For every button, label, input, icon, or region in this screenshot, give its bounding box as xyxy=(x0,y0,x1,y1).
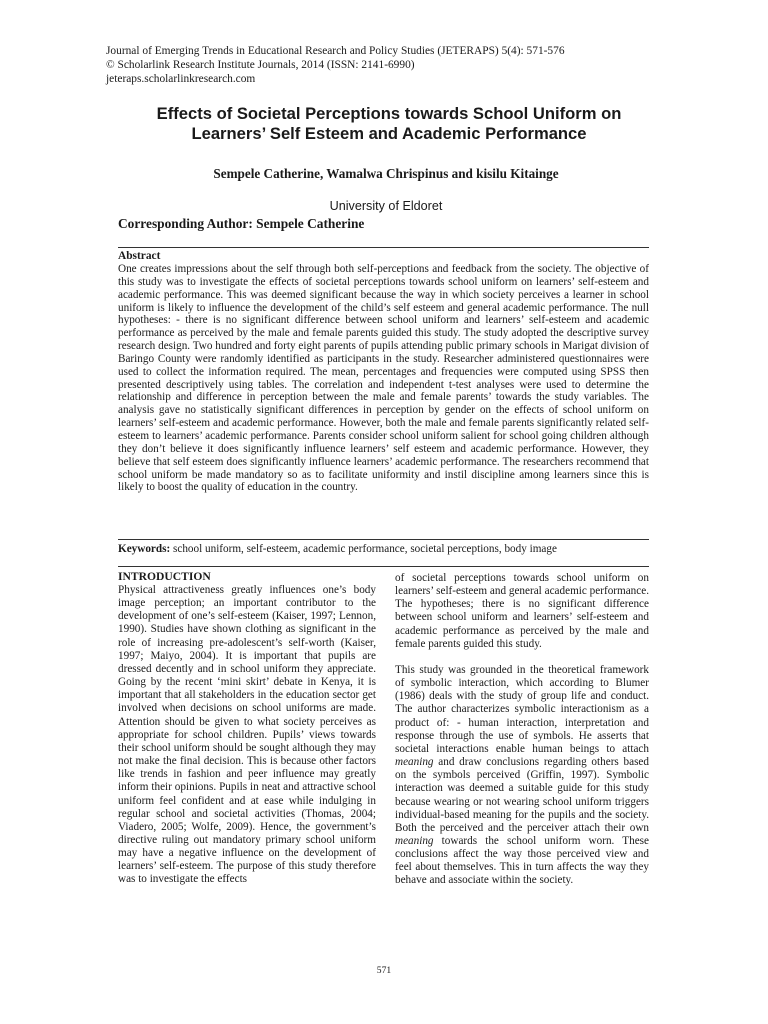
introduction-right-para-2 xyxy=(395,664,649,888)
abstract-heading: Abstract xyxy=(118,250,161,262)
para2-segment: This study was grounded in the theoretical framework of symbolic interaction, which according to Blumer (1986) deals with the study of group life and conduct. The author characterizes symbolic interactionism as a product of: - human interaction, interpretation and response through the use of symbols. He asserts that societal interactions enable human beings to attach xyxy=(395,663,649,755)
para2-segment: and draw conclusions regarding others based on the symbols perceived (Griffin, 1997). Symbolic interaction was deemed a suitable guide for this study because wearing or not wearing school uniform triggers individual-based meaning for the pupils and the society. Both the perceived and the perceiver attach their own xyxy=(395,756,649,834)
introduction-left-text: Physical attractiveness greatly influences one’s body image perception; an important contributor to the development of one’s self-esteem (Kaiser, 1997; Lennon, 1990). Studies have shown clothing as significant in the role of increasing pre-adolescent’s self-worth (Kaiser, 1997; Maiyo, 2004). It is important that pupils are dressed decently and in school uniform they appreciate. Going by the recent ‘mini skirt’ debate in Kenya, it is important that all stakeholders in the education sector get involved when decisions on school uniforms are made. Attention should be given to what society perceives as appropriate for school children. Pupils’ views towards their school uniform should be sought although they may not make the final decision. This is because other factors like trends in fashion and peer influence may greatly inform their opinions. Pupils in neat and attractive school uniform feel confident and at ease while indulging in regular school and societal activities (Thomas, 2004; Viadero, 2005; Wolfe, 2009). Hence, the government’s directive ruling out mandatory primary school uniform may have a negative influence on the development of learners’ self-esteem. The purpose of this study therefore was to investigate the effects xyxy=(118,584,376,886)
keywords xyxy=(118,543,649,556)
left-column xyxy=(118,570,376,887)
keywords-text: school uniform, self-esteem, academic performance, societal perceptions, body image xyxy=(170,543,557,555)
para2-segment: towards the school uniform worn. These conclusions affect the way those perceived view and feel about themselves. This in turn affects the way they behave and associate within the society. xyxy=(395,834,649,887)
right-column xyxy=(395,572,649,888)
journal-citation: Journal of Emerging Trends in Educational Research and Policy Studies (JETERAPS) 5(4): 571-576 xyxy=(106,45,565,57)
paragraph-gap xyxy=(395,651,649,664)
introduction-heading: INTRODUCTION xyxy=(118,570,211,583)
page-number: 571 xyxy=(376,965,392,976)
article-title xyxy=(150,104,628,144)
divider-above-keywords xyxy=(118,539,649,540)
abstract-text: One creates impressions about the self through both self-perceptions and feedback from the society. The objective of this study was to investigate the effects of societal perceptions towards school uniform on learners’ self-esteem and academic performance. This was deemed significant because the way in which society perceives a learner in school uniform is likely to influence the development of the child’s self esteem and general academic performance. The null hypotheses: - there is no significant difference between school uniform and learners’ self-esteem and academic performance as perceived by the male and female parents guided this study. The study adopted the descriptive survey research design. Two hundred and forty eight parents of pupils attending public primary schools in Marigat division of Baringo County were randomly identified as participants in the study. Researcher administered questionnaires were used to collect the information required. The mean, percentages and frequencies were computed using SPSS then presented descriptively using tables. The correlation and independent t-test analyses were used to determine the relationship and difference in perception between the male and female parents’ towards the study variables. The analysis gave no statistically significant differences in perception by gender on the effects of school uniform on learners’ self-esteem and academic performance. However, both the male and female parents significantly related self-esteem to learners’ academic performance. Parents consider school uniform salient for school going children although they don’t believe it does significantly influence learners’ self esteem and academic performance. However, they believe that self esteem does significantly influence learners’ academic performance. The researchers recommend that school uniform be made mandatory so as to facilitate uniformity and instil discipline among learners since this is likely to boost the quality of education in the country. xyxy=(118,263,649,494)
affiliation: University of Eldoret xyxy=(329,199,443,213)
title-line-1: Effects of Societal Perceptions towards School Uniform on xyxy=(156,104,622,123)
divider-top xyxy=(118,247,649,248)
para2-emphasis: meaning xyxy=(395,756,434,769)
introduction-right-para-1: of societal perceptions towards school uniform on learners’ self-esteem and general academic performance. The hypotheses; there is no significant difference between school uniform and learners’ self-esteem and academic performance as perceived by the male and female parents guided this study. xyxy=(395,572,649,650)
copyright-line: © Scholarlink Research Institute Journals, 2014 (ISSN: 2141-6990) xyxy=(106,59,415,72)
author-list: Sempele Catherine, Wamalwa Chrispinus and kisilu Kitainge xyxy=(213,166,559,181)
corresponding-author: Corresponding Author: Sempele Catherine xyxy=(118,216,365,231)
divider-below-keywords xyxy=(118,566,649,567)
journal-website: jeteraps.scholarlinkresearch.com xyxy=(106,73,256,86)
journal-header xyxy=(106,44,666,87)
keywords-label: Keywords: xyxy=(118,543,171,555)
title-line-2: Learners’ Self Esteem and Academic Performance xyxy=(191,124,587,143)
para2-emphasis: meaning xyxy=(395,834,434,847)
